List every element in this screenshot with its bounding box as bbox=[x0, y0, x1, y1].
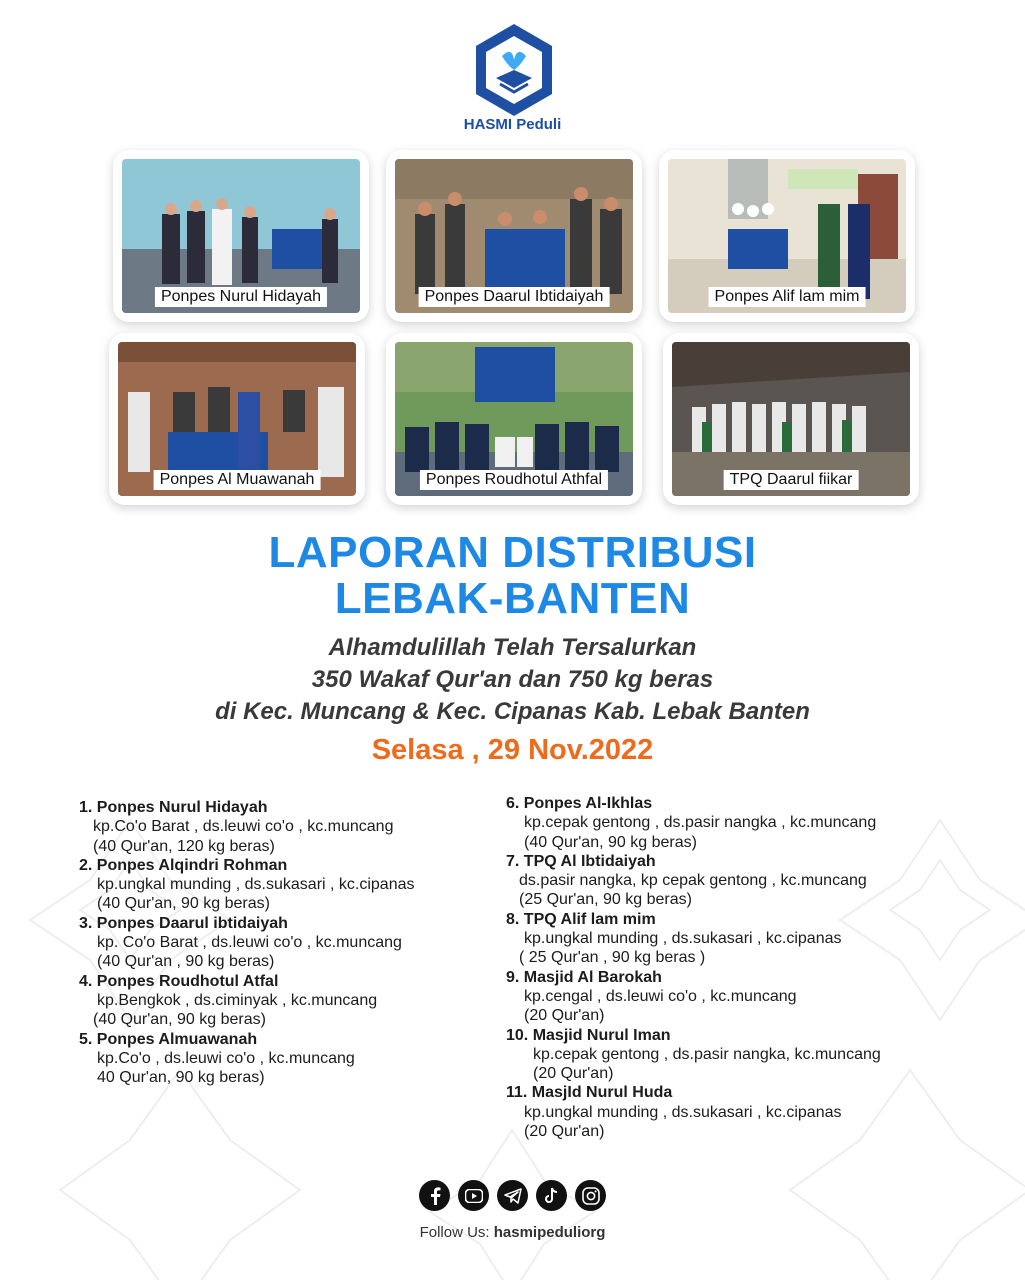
list-item-title: 11. MasjId Nurul Huda bbox=[506, 1084, 673, 1102]
photo-1 bbox=[122, 159, 360, 313]
list-item-address: kp.ungkal munding , ds.sukasari , kc.cipanas bbox=[524, 1103, 842, 1121]
list-item-title: 2. Ponpes Alqindri Rohman bbox=[79, 856, 288, 874]
list-item-quantity: (40 Qur'an, 90 kg beras) bbox=[524, 833, 697, 851]
list-item-title: 8. TPQ Alif lam mim bbox=[506, 910, 656, 928]
list-item bbox=[506, 1083, 881, 1141]
hasmi-logo bbox=[472, 22, 556, 118]
list-item bbox=[506, 968, 881, 1026]
list-item bbox=[79, 914, 415, 972]
subtitle-line-2: 350 Wakaf Qur'an dan 750 kg beras bbox=[311, 666, 714, 693]
youtube-icon[interactable] bbox=[458, 1180, 489, 1211]
list-item-address: kp.cepak gentong , ds.pasir nangka, kc.muncang bbox=[533, 1045, 881, 1063]
list-item-address: kp.ungkal munding , ds.sukasari , kc.cipanas bbox=[524, 930, 842, 948]
photo-card-2 bbox=[386, 150, 642, 322]
photo-6 bbox=[672, 342, 910, 496]
list-item-address: kp.cepak gentong , ds.pasir nangka , kc.muncang bbox=[524, 814, 877, 832]
list-item bbox=[79, 798, 415, 856]
list-item-title: 10. Masjid Nurul Iman bbox=[506, 1026, 671, 1044]
list-item bbox=[506, 794, 881, 852]
photo-card-1 bbox=[113, 150, 369, 322]
tiktok-icon[interactable] bbox=[536, 1180, 567, 1211]
distribution-list-left bbox=[79, 798, 415, 1087]
list-item-quantity: (40 Qur'an, 90 kg beras) bbox=[97, 895, 270, 913]
subtitle-line-3: di Kec. Muncang & Kec. Cipanas Kab. Lebak Banten bbox=[215, 698, 810, 725]
brand-name: HASMI Peduli bbox=[463, 116, 562, 133]
photo-caption: Ponpes Alif lam mim bbox=[709, 287, 866, 307]
social-links bbox=[419, 1180, 606, 1211]
photo-3 bbox=[668, 159, 906, 313]
list-item-quantity: (40 Qur'an , 90 kg beras) bbox=[97, 953, 275, 971]
list-item bbox=[79, 856, 415, 914]
list-item-title: 5. Ponpes Almuawanah bbox=[79, 1030, 258, 1048]
list-item-address: kp. Co'o Barat , ds.leuwi co'o , kc.muncang bbox=[97, 934, 402, 952]
list-item bbox=[506, 1026, 881, 1084]
list-item-title: 3. Ponpes Daarul ibtidaiyah bbox=[79, 914, 288, 932]
photo-caption: Ponpes Roudhotul Athfal bbox=[420, 470, 608, 490]
list-item-quantity: (20 Qur'an) bbox=[524, 1007, 605, 1025]
photo-card-6 bbox=[663, 333, 919, 505]
list-item bbox=[79, 1030, 415, 1088]
list-item-address: kp.Co'o , ds.leuwi co'o , kc.muncang bbox=[97, 1049, 355, 1067]
telegram-icon[interactable] bbox=[497, 1180, 528, 1211]
subtitle-line-1: Alhamdulillah Telah Tersalurkan bbox=[328, 634, 697, 661]
list-item-address: kp.cengal , ds.leuwi co'o , kc.muncang bbox=[524, 987, 797, 1005]
social-handle[interactable]: hasmipeduliorg bbox=[493, 1224, 606, 1241]
photo-caption: Ponpes Al Muawanah bbox=[154, 470, 321, 490]
list-item-title: 1. Ponpes Nurul Hidayah bbox=[79, 799, 268, 816]
list-item-address: kp.ungkal munding , ds.sukasari , kc.cipanas bbox=[97, 876, 415, 894]
list-item bbox=[506, 852, 881, 910]
title-line-2: LEBAK-BANTEN bbox=[334, 574, 691, 623]
list-item-address: kp.Co'o Barat , ds.leuwi co'o , kc.muncang bbox=[93, 818, 394, 836]
list-item-quantity: (40 Qur'an, 90 kg beras) bbox=[93, 1011, 266, 1029]
list-item-address: ds.pasir nangka, kp cepak gentong , kc.muncang bbox=[519, 872, 867, 890]
follow-label: Follow Us: bbox=[419, 1224, 490, 1241]
distribution-list-right bbox=[506, 794, 881, 1141]
photo-5 bbox=[395, 342, 633, 496]
list-item-quantity: (20 Qur'an) bbox=[524, 1123, 605, 1141]
list-item-title: 7. TPQ Al Ibtidaiyah bbox=[506, 852, 656, 870]
title-line-1: LAPORAN DISTRIBUSI bbox=[268, 528, 757, 577]
instagram-icon[interactable] bbox=[575, 1180, 606, 1211]
photo-caption: TPQ Daarul fiikar bbox=[724, 470, 859, 490]
list-item-title: 4. Ponpes Roudhotul Atfal bbox=[79, 972, 279, 990]
photo-card-3 bbox=[659, 150, 915, 322]
photo-caption: Ponpes Daarul Ibtidaiyah bbox=[419, 287, 610, 307]
list-item-quantity: (25 Qur'an, 90 kg beras) bbox=[519, 891, 692, 909]
list-item-address: kp.Bengkok , ds.ciminyak , kc.muncang bbox=[97, 991, 378, 1009]
list-item bbox=[506, 910, 881, 968]
list-item-quantity: 40 Qur'an, 90 kg beras) bbox=[97, 1069, 265, 1087]
photo-2 bbox=[395, 159, 633, 313]
list-item-quantity: (20 Qur'an) bbox=[533, 1065, 614, 1083]
event-date: Selasa , 29 Nov.2022 bbox=[371, 734, 654, 766]
follow-us bbox=[0, 1224, 1025, 1241]
facebook-icon[interactable] bbox=[419, 1180, 450, 1211]
photo-4 bbox=[118, 342, 356, 496]
list-item-quantity: (40 Qur'an, 120 kg beras) bbox=[93, 837, 275, 855]
list-item-title: 6. Ponpes Al-Ikhlas bbox=[506, 795, 653, 812]
photo-card-4 bbox=[109, 333, 365, 505]
list-item bbox=[79, 972, 415, 1030]
list-item-title: 9. Masjid Al Barokah bbox=[506, 968, 662, 986]
photo-caption: Ponpes Nurul Hidayah bbox=[155, 287, 327, 307]
photo-card-5 bbox=[386, 333, 642, 505]
list-item-quantity: ( 25 Qur'an , 90 kg beras ) bbox=[519, 949, 706, 967]
